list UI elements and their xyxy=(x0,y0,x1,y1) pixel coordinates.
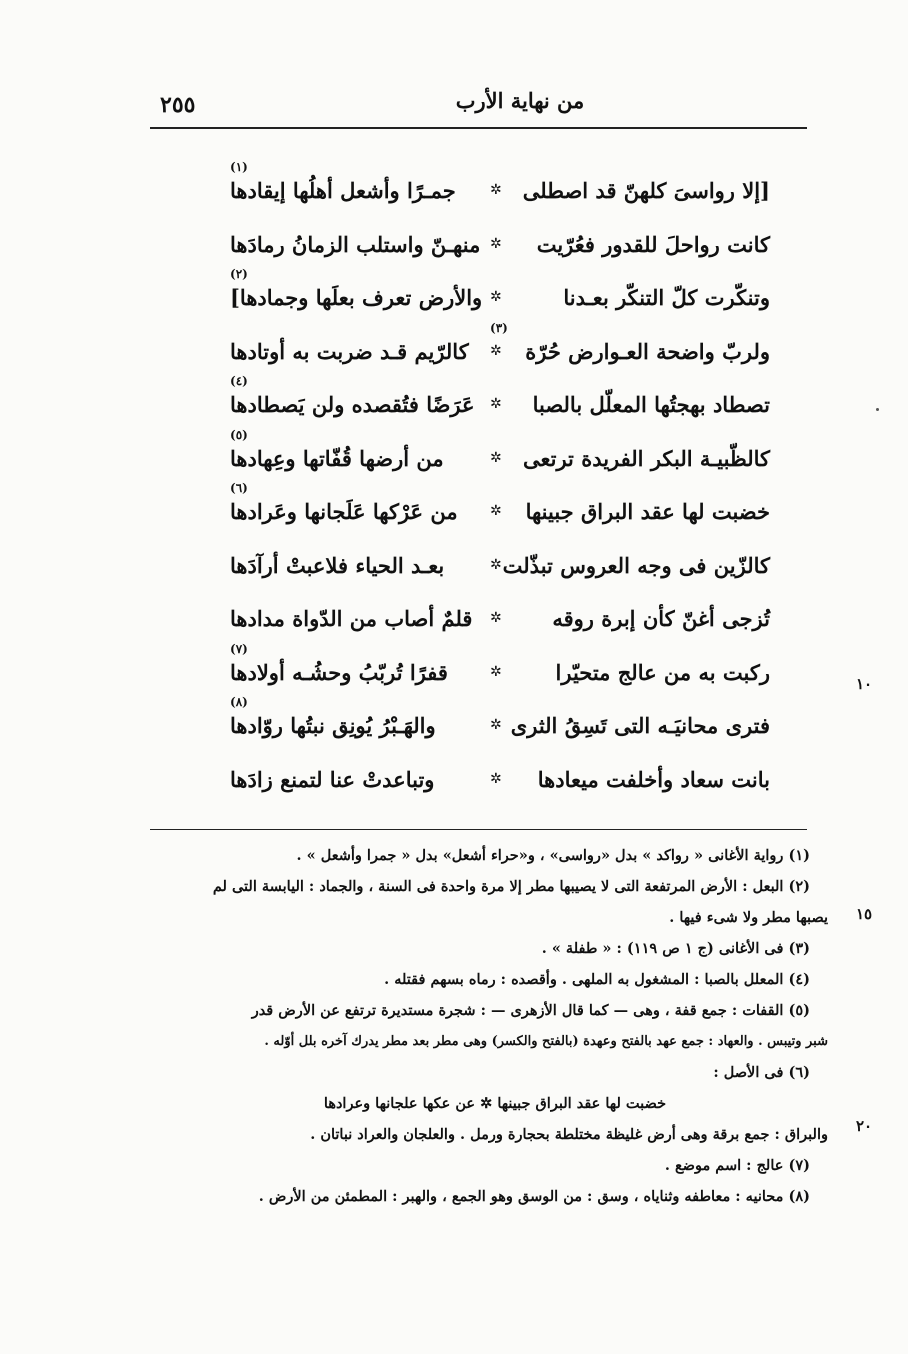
verse-second-hemistich: منهـنّ واستلب الزمانُ رمادَها xyxy=(230,231,481,257)
verse-second-hemistich: جمـرًا وأشعل أهلُها إيقادها xyxy=(230,178,456,203)
verse-separator: ✲ xyxy=(490,235,502,252)
verse-separator: ✲ xyxy=(490,503,502,519)
footnote-rule xyxy=(150,829,807,830)
page-number: ٢٥٥ xyxy=(160,92,196,118)
verse xyxy=(220,160,780,214)
running-title: من نهاية الأرب xyxy=(455,88,585,113)
verse-first-hemistich: تصطاد بهجتُها المعلّل بالصبا xyxy=(532,392,770,417)
verse-first-hemistich: تُزجى أغنّ كأن إبرة روقه xyxy=(552,606,770,631)
verse-separator: ✲ xyxy=(490,396,502,412)
footnote-line: (٢) البعل : الأرض المرتفعة التى لا يصيبها مطر إلا مرة واحدة فى السنة ، والجماد : اليابسة التى لم xyxy=(212,878,810,895)
margin-line-number: ١٠ xyxy=(856,675,873,693)
footnote-line: (٧) عالج : اسم موضع . xyxy=(664,1157,810,1174)
verse-first-hemistich: وتنكّرت كلّ التنكّر بعـدنا xyxy=(563,285,770,310)
footnote-line: (٦) فى الأصل : xyxy=(713,1064,810,1081)
footnote-marker: (٦) xyxy=(230,481,248,495)
verse-first-hemistich: [إلا رواسىَ كلهنّ قد اصطلى xyxy=(522,178,770,203)
verse xyxy=(220,749,780,803)
verse-separator: ✲ xyxy=(490,663,502,680)
verse xyxy=(220,374,780,428)
scan-speck xyxy=(876,408,879,411)
footnote-marker: (٢) xyxy=(230,267,248,281)
verse xyxy=(220,535,780,589)
verse xyxy=(220,214,780,268)
verse-first-hemistich: ولربّ واضحة العـوارض حُرّة xyxy=(525,338,770,364)
verse-second-hemistich: قفرًا تُربّبُ وحشُـه أولادها xyxy=(230,659,448,685)
footnote-line: (٨) محانيه : معاطفه وثناياه ، وسق : من الوسق وهو الجمع ، والهبر : المطمئن من الأرض . xyxy=(258,1188,810,1205)
header-rule xyxy=(150,127,807,129)
poem xyxy=(220,160,780,802)
verse-second-hemistich: والهَـبْرُ يُونِق نبتُها روّادها xyxy=(230,713,436,738)
margin-line-number: ١٥ xyxy=(856,905,873,923)
verse-separator: ✲ xyxy=(490,289,502,305)
margin-line-number: ٢٠ xyxy=(856,1117,873,1135)
verse-first-hemistich: فترى محانيَـه التى تَسِقُ الثرى xyxy=(510,713,770,738)
verse xyxy=(220,695,780,749)
footnote-line: والبراق : جمع برقة وهى أرض غليظة مختلطة بحجارة ورمل . والعلجان والعراد نباتان . xyxy=(310,1126,828,1143)
verse-second-hemistich: من أرضها قُفّاتها وعِهادها xyxy=(230,445,444,471)
verse-separator: ✲ xyxy=(490,717,502,733)
footnotes xyxy=(180,840,828,1212)
verse-first-hemistich: بانت سعاد وأخلفت ميعادها xyxy=(537,766,770,792)
verse xyxy=(220,642,780,696)
footnote-line: (٣) فى الأغانى (ج ١ ص ١١٩) : « طفلة » . xyxy=(541,940,810,957)
footnote-line: (٥) القفات : جمع قفة ، وهى — كما قال الأزهرى — : شجرة مستديرة ترتفع عن الأرض قدر xyxy=(251,1002,810,1019)
verse-second-hemistich: بعـد الحياء فلاعبتْ أرآدَها xyxy=(230,552,445,578)
verse-first-hemistich: كالزّين فى وجه العروس تبذّلت xyxy=(502,552,770,578)
footnote-marker: (١) xyxy=(230,160,248,174)
verse-first-hemistich: كانت رواحلَ للقدور فعُرّيت xyxy=(536,231,770,257)
footnote-marker: (٤) xyxy=(230,374,248,388)
verse-second-hemistich: كالرّيم قـد ضربت به أوتادها xyxy=(230,338,469,364)
verse-separator: ✲ xyxy=(490,556,502,573)
footnote-marker: (٥) xyxy=(230,427,248,442)
verse-first-hemistich: ركبت به من عالج متحيّرا xyxy=(555,659,770,685)
verse xyxy=(220,481,780,535)
verse-second-hemistich: وتباعدتْ عنا لتمنع زادَها xyxy=(230,766,435,792)
footnote-line: (١) رواية الأغانى « رواكد » بدل «رواسى» ، و«حراء أشعل» بدل « جمرا وأشعل » . xyxy=(296,847,810,864)
verse-separator: ✲ xyxy=(490,342,502,359)
verse-separator: ✲ xyxy=(490,770,502,787)
verse xyxy=(220,267,780,321)
footnote-quoted-verse: خضبت لها عقد البراق جبينها ✲ عن عكها علجانها وعرادها xyxy=(323,1095,667,1112)
footnote-line: شبر وتيبس . والعهاد : جمع عهد بالفتح وعهدة (بالفتح والكسر) وهى مطر بعد مطر يدرك آخره بلل أوّله . xyxy=(264,1034,828,1049)
verse-second-hemistich: عَرَضًا فتُقصده ولن يَصطادها xyxy=(230,392,475,417)
verse xyxy=(220,588,780,642)
verse-separator: ✲ xyxy=(490,449,502,466)
verse-first-hemistich: خضبت لها عقد البراق جبينها xyxy=(525,499,770,524)
verse-second-hemistich: قلمٌ أصاب من الدّواة مدادها xyxy=(230,606,473,631)
verse-separator: ✲ xyxy=(490,182,502,198)
verse xyxy=(220,321,780,375)
verse-separator: ✲ xyxy=(490,610,502,626)
footnote-marker: (٣) xyxy=(490,320,508,335)
verse-second-hemistich: من عَرْكها عَلَجانها وعَرادها xyxy=(230,499,458,524)
verse-second-hemistich: والأرض تعرف بعلَها وجمادها] xyxy=(230,285,483,310)
verse xyxy=(220,428,780,482)
footnote-line: (٤) المعلل بالصبا : المشغول به الملهى . وأقصده : رماه بسهم فقتله . xyxy=(384,971,810,988)
verse-first-hemistich: كالظّبيـة البكر الفريدة ترتعى xyxy=(522,445,770,471)
footnote-marker: (٨) xyxy=(230,695,248,709)
footnote-line: يصبها مطر ولا شىء فيها . xyxy=(669,909,828,926)
footnote-marker: (٧) xyxy=(230,641,248,656)
